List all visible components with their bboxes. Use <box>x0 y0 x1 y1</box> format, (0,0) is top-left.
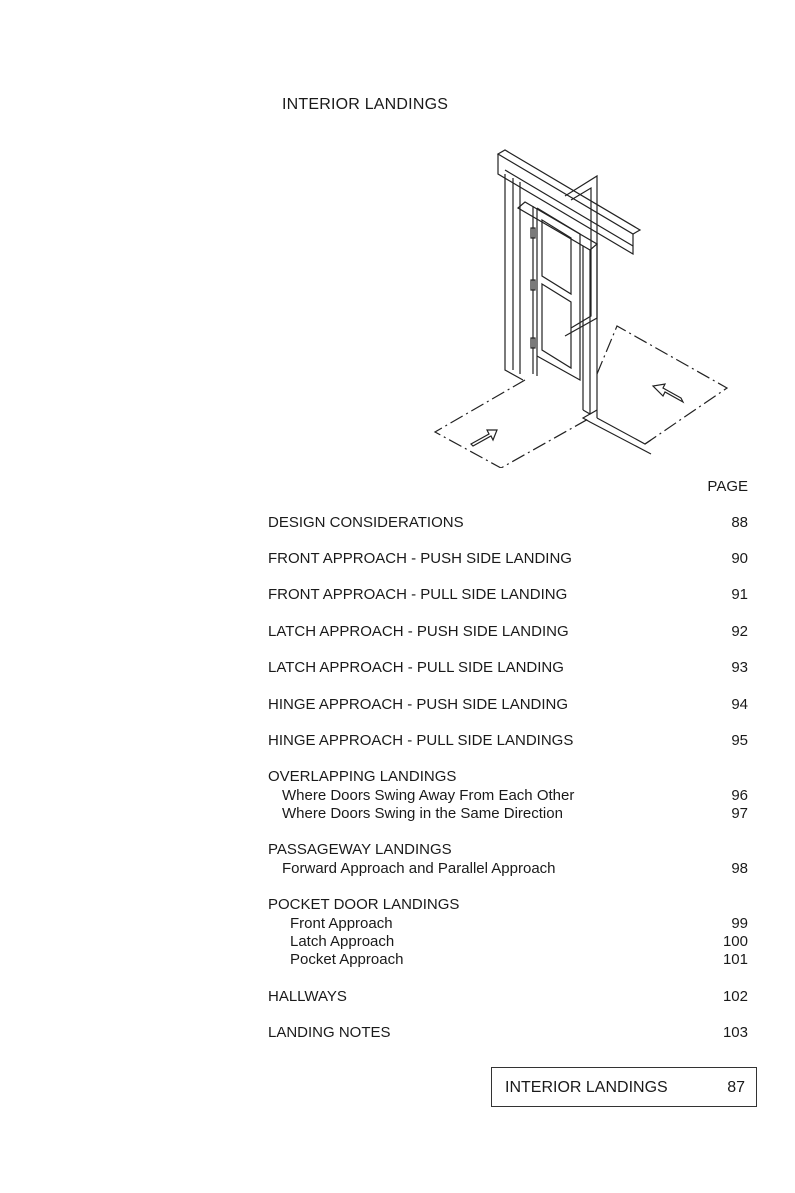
toc-entry-page: 96 <box>731 787 748 804</box>
toc-entry <box>268 623 748 641</box>
toc-entry <box>268 988 748 1006</box>
toc-entry-label: LATCH APPROACH - PUSH SIDE LANDING <box>268 623 569 640</box>
toc-entry-page: 94 <box>731 696 748 713</box>
door-landing-isometric-icon <box>425 148 735 468</box>
toc-entry-page: 101 <box>722 951 748 968</box>
toc-entry-page: 95 <box>731 732 748 749</box>
toc-entry <box>268 586 748 604</box>
toc-entry-label: Where Doors Swing in the Same Direction <box>282 805 563 822</box>
toc-subentry <box>268 805 748 823</box>
toc-section-heading <box>268 841 748 859</box>
toc-entry-page: 103 <box>722 1024 748 1041</box>
toc-subentry <box>268 860 748 878</box>
toc-entry-label: HINGE APPROACH - PUSH SIDE LANDING <box>268 696 569 713</box>
toc-subentry <box>268 787 748 805</box>
toc-entry-label: PASSAGEWAY LANDINGS <box>268 841 452 858</box>
toc-entry-label: POCKET DOOR LANDINGS <box>268 896 460 913</box>
toc-entry-label: FRONT APPROACH - PUSH SIDE LANDING <box>268 550 572 567</box>
toc-entry-label: HINGE APPROACH - PULL SIDE LANDINGS <box>268 732 574 749</box>
toc-entry-label: OVERLAPPING LANDINGS <box>268 768 457 785</box>
page-column-heading: PAGE <box>707 478 748 495</box>
toc-entry-label: Forward Approach and Parallel Approach <box>282 860 556 877</box>
toc-entry-label: LATCH APPROACH - PULL SIDE LANDING <box>268 659 564 676</box>
toc-subentry <box>268 951 748 969</box>
toc-entry-label: HALLWAYS <box>268 988 347 1005</box>
toc-entry <box>268 550 748 568</box>
toc-entry-page: 99 <box>731 915 748 932</box>
footer-page-number: 87 <box>727 1079 745 1096</box>
toc-entry-page: 102 <box>722 988 748 1005</box>
toc-entry <box>268 696 748 714</box>
toc-entry <box>268 659 748 677</box>
toc-subentry <box>268 933 748 951</box>
toc-section-heading <box>268 768 748 786</box>
toc-entry-page: 93 <box>731 659 748 676</box>
page-footer-box <box>491 1067 757 1107</box>
toc-subentry <box>268 915 748 933</box>
toc-entry-label: Pocket Approach <box>290 951 404 968</box>
toc-entry-label: DESIGN CONSIDERATIONS <box>268 514 464 531</box>
footer-section-title: INTERIOR LANDINGS <box>505 1079 668 1096</box>
toc-entry-label: Front Approach <box>290 915 393 932</box>
toc-entry-page: 97 <box>731 805 748 822</box>
toc-entry-label: FRONT APPROACH - PULL SIDE LANDING <box>268 586 568 603</box>
toc-entry-page: 98 <box>731 860 748 877</box>
toc-section-heading <box>268 896 748 914</box>
toc-entry-page: 88 <box>731 514 748 531</box>
toc-entry-page: 91 <box>731 586 748 603</box>
toc-entry-page: 100 <box>722 933 748 950</box>
toc-entry <box>268 1024 748 1042</box>
toc-entry <box>268 514 748 532</box>
toc-entry-page: 90 <box>731 550 748 567</box>
toc-entry-label: Latch Approach <box>290 933 395 950</box>
toc-entry-label: Where Doors Swing Away From Each Other <box>282 787 575 804</box>
toc-entry-page: 92 <box>731 623 748 640</box>
page-title: INTERIOR LANDINGS <box>282 96 449 113</box>
toc-entry <box>268 732 748 750</box>
toc-entry-label: LANDING NOTES <box>268 1024 391 1041</box>
